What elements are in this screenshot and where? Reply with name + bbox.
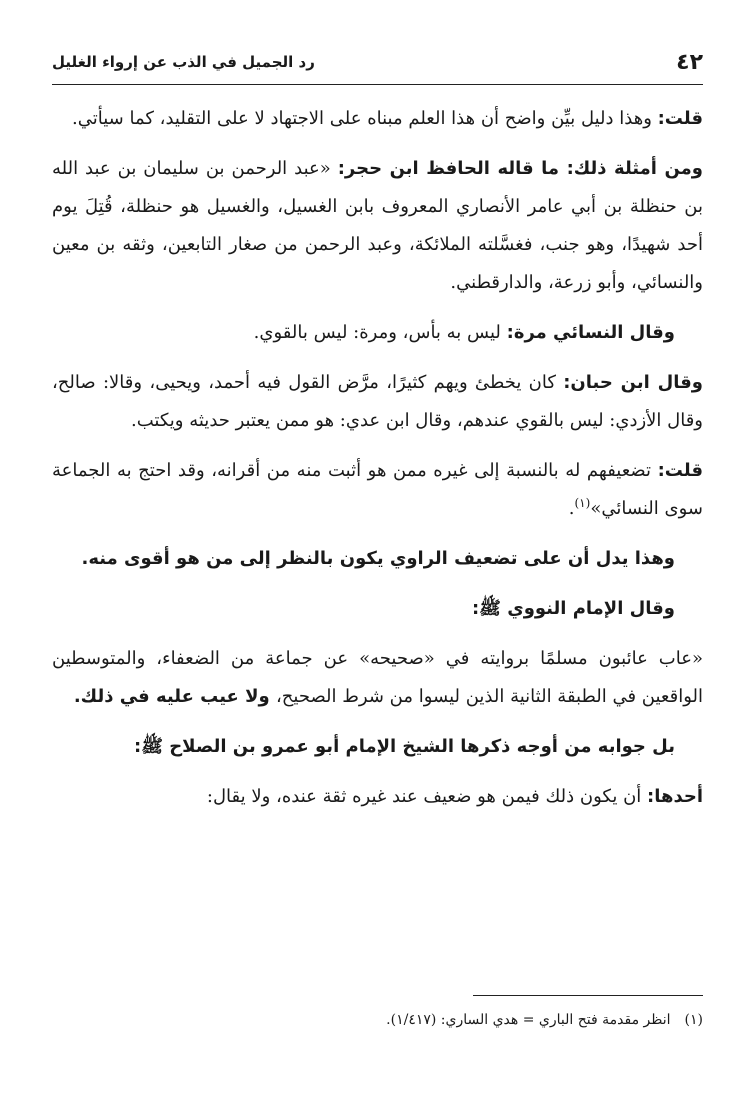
paragraph-6 xyxy=(52,540,703,578)
paragraph-tail: . xyxy=(568,498,575,519)
paragraph-text: وقال الإمام النووي ﷺ: xyxy=(471,598,675,619)
paragraph-bold-tail: ولا عيب عليه في ذلك. xyxy=(73,686,276,707)
paragraph-2 xyxy=(52,150,703,302)
paragraph-4 xyxy=(52,364,703,440)
paragraph-text: بل جوابه من أوجه ذكرها الشيخ الإمام أبو عمرو بن الصلاح ﷺ: xyxy=(134,736,675,757)
paragraph-1 xyxy=(52,100,703,138)
paragraph-lead: قلت: xyxy=(657,108,703,129)
paragraph-lead: قلت: xyxy=(657,460,703,481)
paragraph-text: كان يخطئ ويهم كثيرًا، مرَّض القول فيه أحمد، ويحيى، وقالا: صالح، وقال الأزدي: ليس بالقوي عندهم، وقال ابن عدي: هو ممن يعتبر حديثه ويكتب. xyxy=(52,372,703,431)
footnote-reference[interactable]: (١) xyxy=(574,496,591,510)
footnote-text: انظر مقدمة فتح الباري = هدي الساري: (١/٤١٧). xyxy=(386,1012,671,1028)
paragraph-8 xyxy=(52,640,703,716)
paragraph-text: وهذا دليل بيِّن واضح أن هذا العلم مبناه على الاجتهاد لا على التقليد، كما سيأتي. xyxy=(72,108,658,129)
paragraph-text: أن يكون ذلك فيمن هو ضعيف عند غيره ثقة عنده، ولا يقال: xyxy=(206,786,648,807)
footnote-number: (١) xyxy=(684,1012,703,1028)
paragraph-5 xyxy=(52,452,703,528)
running-header xyxy=(52,40,703,84)
paragraph-text: «عاب عائبون مسلمًا بروايته في «صحيحه» عن جماعة من الضعفاء، والمتوسطين الواقعين في الطبقة الثانية الذين ليسوا من شرط الصحيح، xyxy=(52,648,703,707)
paragraph-lead: وقال النسائي مرة: xyxy=(506,322,675,343)
paragraph-text: ليس به بأس، ومرة: ليس بالقوي. xyxy=(253,322,507,343)
paragraph-7 xyxy=(52,590,703,628)
paragraph-text: «عبد الرحمن بن سليمان بن عبد الله بن حنظلة بن أبي عامر الأنصاري المعروف بابن الغسيل، والغسيل هو حنظلة، قُتِلَ يوم أحد شهيدًا، وهو جنب، فغسَّلته الملائكة، وعبد الرحمن من صغار التابعين، وثقه بن معين والنسائي، وأبو زرعة، والدارقطني. xyxy=(52,158,703,293)
page-number: ٤٢ xyxy=(676,49,703,75)
footnote-rule xyxy=(473,995,703,996)
header-rule xyxy=(52,84,703,85)
paragraph-3 xyxy=(52,314,703,352)
paragraph-lead: ومن أمثلة ذلك: ما قاله الحافظ ابن حجر: xyxy=(337,158,703,179)
paragraph-text: وهذا يدل أن على تضعيف الراوي يكون بالنظر إلى من هو أقوى منه. xyxy=(81,548,675,569)
book-title: رد الجميل في الذب عن إرواء الغليل xyxy=(52,53,315,71)
paragraph-9 xyxy=(52,728,703,766)
footnote xyxy=(52,1008,703,1032)
main-text xyxy=(52,100,703,828)
paragraph-text: تضعيفهم له بالنسبة إلى غيره ممن هو أثبت منه من أقرانه، وقد احتج به الجماعة سوى النسائي» xyxy=(52,460,703,519)
paragraph-lead: أحدها: xyxy=(647,786,703,807)
paragraph-lead: وقال ابن حبان: xyxy=(563,372,703,393)
paragraph-10 xyxy=(52,778,703,816)
